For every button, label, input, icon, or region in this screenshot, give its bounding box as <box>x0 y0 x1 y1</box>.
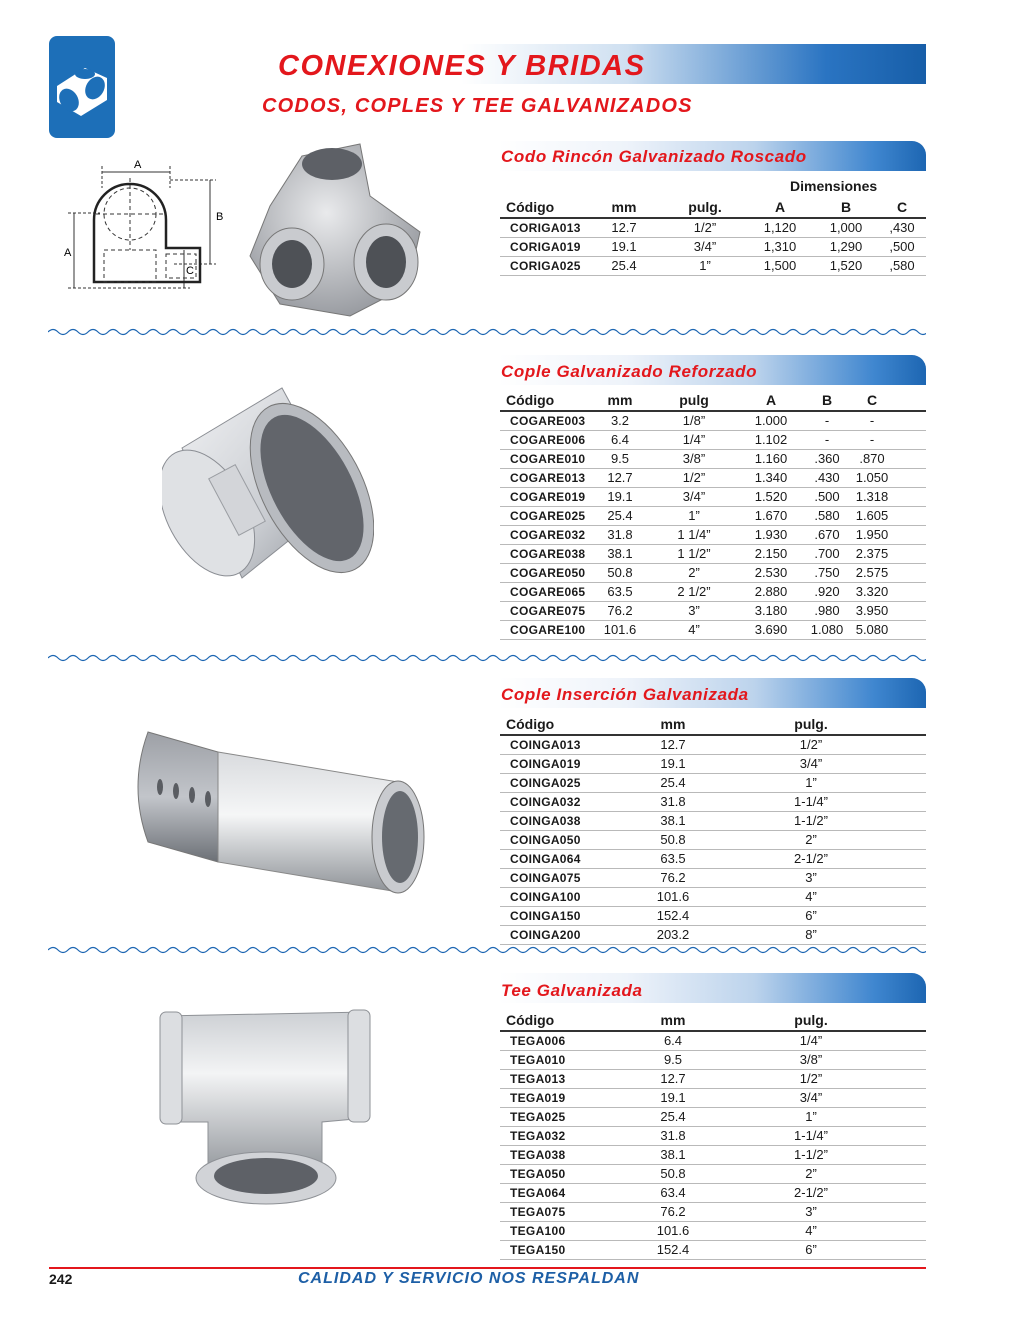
column-header: mm <box>588 389 652 411</box>
table-row <box>500 735 926 755</box>
column-header: Código <box>500 196 584 218</box>
table-cell: 1/2” <box>664 218 746 238</box>
table-cell: 1” <box>652 507 736 526</box>
table-cell: 50.8 <box>588 831 758 850</box>
table-cell: 152.4 <box>588 907 758 926</box>
product-code: COINGA100 <box>500 888 588 907</box>
table-cell: 12.7 <box>588 469 652 488</box>
product-code: COINGA025 <box>500 774 588 793</box>
table-cell: 1/2” <box>758 1070 864 1089</box>
table-cell: 38.1 <box>588 812 758 831</box>
tee-fitting-photo <box>152 1006 378 1210</box>
table-cell: 2-1/2” <box>758 850 864 869</box>
table-cell: 1/2” <box>758 735 864 755</box>
product-code: COINGA013 <box>500 735 588 755</box>
table-cell: .670 <box>806 526 848 545</box>
product-code: COGARE010 <box>500 450 588 469</box>
table-cell: 25.4 <box>584 257 664 276</box>
brand-logo <box>49 36 115 138</box>
table-cell: .920 <box>806 583 848 602</box>
table-cell: 3.950 <box>848 602 896 621</box>
table-row <box>500 1241 926 1260</box>
table-cell: 4” <box>652 621 736 640</box>
table-row <box>500 869 926 888</box>
table-cell: 9.5 <box>588 450 652 469</box>
product-code: COINGA150 <box>500 907 588 926</box>
table-cell: - <box>806 431 848 450</box>
table-cell: 1,120 <box>746 218 814 238</box>
group-header: Dimensiones <box>790 177 878 194</box>
product-code: TEGA032 <box>500 1127 588 1146</box>
wave-divider <box>48 653 926 663</box>
table-cell: 38.1 <box>588 545 652 564</box>
table-cell: 2.880 <box>736 583 806 602</box>
table-row <box>500 488 926 507</box>
table-cell: 203.2 <box>588 926 758 945</box>
cople-insercion-table <box>500 713 926 945</box>
table-cell: - <box>848 431 896 450</box>
column-header: Código <box>500 713 588 735</box>
table-cell: 2” <box>652 564 736 583</box>
page-title: CONEXIONES Y BRIDAS <box>278 50 646 82</box>
table-row <box>500 812 926 831</box>
section-title-cople-reforzado: Cople Galvanizado Reforzado <box>501 362 758 381</box>
column-header: C <box>878 196 926 218</box>
table-cell: 3.2 <box>588 411 652 431</box>
table-row <box>500 602 926 621</box>
table-row <box>500 774 926 793</box>
table-row <box>500 526 926 545</box>
table-cell: ,580 <box>878 257 926 276</box>
product-code: TEGA010 <box>500 1051 588 1070</box>
table-cell: 3” <box>758 1203 864 1222</box>
table-row <box>500 431 926 450</box>
column-header: A <box>736 389 806 411</box>
table-row <box>500 755 926 774</box>
product-code: TEGA100 <box>500 1222 588 1241</box>
dim-label-b: B <box>216 211 224 223</box>
table-row <box>500 793 926 812</box>
product-code: COGARE075 <box>500 602 588 621</box>
table-cell: 1 1/2” <box>652 545 736 564</box>
column-header: mm <box>588 713 758 735</box>
column-header: pulg. <box>664 196 746 218</box>
table-row <box>500 450 926 469</box>
table-cell: 76.2 <box>588 602 652 621</box>
product-code: COGARE003 <box>500 411 588 431</box>
table-cell: 1.080 <box>806 621 848 640</box>
product-code: COINGA038 <box>500 812 588 831</box>
table-cell: 25.4 <box>588 1108 758 1127</box>
product-code: TEGA038 <box>500 1146 588 1165</box>
table-cell: 25.4 <box>588 774 758 793</box>
table-row <box>500 257 926 276</box>
dim-label-c: C <box>186 265 194 277</box>
table-cell: 2” <box>758 1165 864 1184</box>
product-code: COGARE013 <box>500 469 588 488</box>
table-cell: 76.2 <box>588 1203 758 1222</box>
table-cell: 3/4” <box>758 1089 864 1108</box>
product-code: COINGA050 <box>500 831 588 850</box>
table-cell: 19.1 <box>588 755 758 774</box>
table-row <box>500 926 926 945</box>
product-code: COGARE025 <box>500 507 588 526</box>
wave-divider <box>48 945 926 955</box>
column-header: mm <box>584 196 664 218</box>
section-title-codo-rincon: Codo Rincón Galvanizado Roscado <box>501 147 807 166</box>
product-code: COINGA064 <box>500 850 588 869</box>
corner-elbow-photo <box>240 136 436 322</box>
table-cell: 1-1/4” <box>758 793 864 812</box>
table-cell: - <box>806 411 848 431</box>
table-cell: 3” <box>652 602 736 621</box>
table-row <box>500 850 926 869</box>
product-code: COINGA019 <box>500 755 588 774</box>
wave-divider <box>48 327 926 337</box>
codo-rincon-table <box>500 175 926 276</box>
table-cell: 1/4” <box>652 431 736 450</box>
table-cell: 1.318 <box>848 488 896 507</box>
table-cell: 8” <box>758 926 864 945</box>
table-row <box>500 888 926 907</box>
table-cell: 2-1/2” <box>758 1184 864 1203</box>
dim-label-a-side: A <box>64 247 72 259</box>
product-code: TEGA019 <box>500 1089 588 1108</box>
table-row <box>500 1146 926 1165</box>
table-cell: 1.605 <box>848 507 896 526</box>
table-cell: 4” <box>758 1222 864 1241</box>
table-row <box>500 1070 926 1089</box>
table-cell: 63.5 <box>588 850 758 869</box>
table-cell: 1.000 <box>736 411 806 431</box>
table-row <box>500 583 926 602</box>
product-code: TEGA075 <box>500 1203 588 1222</box>
table-row <box>500 1184 926 1203</box>
table-cell: 3” <box>758 869 864 888</box>
table-row <box>500 907 926 926</box>
column-header: A <box>746 196 814 218</box>
table-cell: 31.8 <box>588 526 652 545</box>
table-cell: 50.8 <box>588 564 652 583</box>
table-cell: 3.690 <box>736 621 806 640</box>
table-cell: 12.7 <box>584 218 664 238</box>
product-code: COGARE019 <box>500 488 588 507</box>
table-row <box>500 218 926 238</box>
product-code: COINGA200 <box>500 926 588 945</box>
table-cell: 25.4 <box>588 507 652 526</box>
table-cell: 50.8 <box>588 1165 758 1184</box>
table-cell: 19.1 <box>588 1089 758 1108</box>
table-cell: 31.8 <box>588 793 758 812</box>
table-cell: 6.4 <box>588 431 652 450</box>
table-cell: 1,290 <box>814 238 878 257</box>
product-code: TEGA013 <box>500 1070 588 1089</box>
column-header: pulg. <box>758 713 864 735</box>
table-cell: .430 <box>806 469 848 488</box>
table-cell: 1.930 <box>736 526 806 545</box>
table-cell: 38.1 <box>588 1146 758 1165</box>
product-code: TEGA050 <box>500 1165 588 1184</box>
table-cell: 1,520 <box>814 257 878 276</box>
column-header: C <box>848 389 896 411</box>
column-header: B <box>814 196 878 218</box>
table-cell: 5.080 <box>848 621 896 640</box>
product-code: COGARE038 <box>500 545 588 564</box>
table-cell: 1,310 <box>746 238 814 257</box>
table-cell: 3/4” <box>664 238 746 257</box>
table-cell: 6.4 <box>588 1031 758 1051</box>
table-cell: .870 <box>848 450 896 469</box>
column-header: mm <box>588 1009 758 1031</box>
table-cell: .750 <box>806 564 848 583</box>
elbow-dimension-diagram <box>60 158 238 300</box>
table-cell: 1/8” <box>652 411 736 431</box>
table-cell: 1-1/2” <box>758 1146 864 1165</box>
dim-label-a-top: A <box>134 159 142 171</box>
table-cell: 63.4 <box>588 1184 758 1203</box>
table-cell: 1.102 <box>736 431 806 450</box>
table-cell: 2.150 <box>736 545 806 564</box>
table-row <box>500 545 926 564</box>
product-code: TEGA150 <box>500 1241 588 1260</box>
table-cell: 1 1/4” <box>652 526 736 545</box>
table-row <box>500 564 926 583</box>
table-cell: 1,500 <box>746 257 814 276</box>
table-row <box>500 1089 926 1108</box>
table-cell: 6” <box>758 1241 864 1260</box>
table-row <box>500 1108 926 1127</box>
table-cell: 1” <box>758 1108 864 1127</box>
table-cell: 101.6 <box>588 621 652 640</box>
insert-coupling-photo <box>118 712 446 898</box>
table-cell: 3.320 <box>848 583 896 602</box>
table-row <box>500 621 926 640</box>
table-cell: 1.160 <box>736 450 806 469</box>
table-cell: 1.050 <box>848 469 896 488</box>
reinforced-coupling-photo <box>162 378 374 606</box>
table-cell: .580 <box>806 507 848 526</box>
table-row <box>500 1051 926 1070</box>
table-row <box>500 469 926 488</box>
table-cell: 1-1/4” <box>758 1127 864 1146</box>
table-cell: 1-1/2” <box>758 812 864 831</box>
pipe-elbow-icon <box>49 36 115 138</box>
table-cell: 9.5 <box>588 1051 758 1070</box>
table-row <box>500 1127 926 1146</box>
table-cell: 1.670 <box>736 507 806 526</box>
column-header: pulg <box>652 389 736 411</box>
table-cell: 101.6 <box>588 888 758 907</box>
table-cell: 2” <box>758 831 864 850</box>
table-cell: 1,000 <box>814 218 878 238</box>
table-cell: 3.180 <box>736 602 806 621</box>
table-cell: .360 <box>806 450 848 469</box>
table-cell: 2.575 <box>848 564 896 583</box>
table-cell: 2 1/2” <box>652 583 736 602</box>
product-code: COGARE050 <box>500 564 588 583</box>
table-cell: 1” <box>664 257 746 276</box>
table-cell: 3/4” <box>652 488 736 507</box>
product-code: COGARE065 <box>500 583 588 602</box>
column-header: pulg. <box>758 1009 864 1031</box>
page-number: 242 <box>49 1271 73 1287</box>
table-cell: 4” <box>758 888 864 907</box>
table-cell: .980 <box>806 602 848 621</box>
table-cell: 1.950 <box>848 526 896 545</box>
table-cell: 3/4” <box>758 755 864 774</box>
cople-reforzado-table <box>500 389 926 640</box>
table-row <box>500 1165 926 1184</box>
product-code: COGARE100 <box>500 621 588 640</box>
table-cell: 76.2 <box>588 869 758 888</box>
table-cell: 1.340 <box>736 469 806 488</box>
table-cell: 2.375 <box>848 545 896 564</box>
table-cell: 3/8” <box>758 1051 864 1070</box>
product-code: CORIGA013 <box>500 218 584 238</box>
table-cell: 63.5 <box>588 583 652 602</box>
table-cell: 12.7 <box>588 735 758 755</box>
page-subtitle: CODOS, COPLES Y TEE GALVANIZADOS <box>262 95 693 117</box>
footer-slogan: CALIDAD Y SERVICIO NOS RESPALDAN <box>298 1270 640 1287</box>
table-row <box>500 1031 926 1051</box>
table-row <box>500 1203 926 1222</box>
table-cell: 152.4 <box>588 1241 758 1260</box>
table-row <box>500 1222 926 1241</box>
column-header: Código <box>500 1009 588 1031</box>
product-code: TEGA064 <box>500 1184 588 1203</box>
table-row <box>500 507 926 526</box>
column-header: B <box>806 389 848 411</box>
table-row <box>500 238 926 257</box>
product-code: TEGA006 <box>500 1031 588 1051</box>
product-code: COGARE032 <box>500 526 588 545</box>
table-row <box>500 831 926 850</box>
table-cell: 1/4” <box>758 1031 864 1051</box>
table-cell: 31.8 <box>588 1127 758 1146</box>
table-cell: ,430 <box>878 218 926 238</box>
table-cell: 12.7 <box>588 1070 758 1089</box>
table-cell: .700 <box>806 545 848 564</box>
product-code: CORIGA019 <box>500 238 584 257</box>
table-cell: 19.1 <box>588 488 652 507</box>
product-code: COINGA075 <box>500 869 588 888</box>
table-cell: ,500 <box>878 238 926 257</box>
table-cell: 101.6 <box>588 1222 758 1241</box>
table-cell: 1” <box>758 774 864 793</box>
table-cell: 2.530 <box>736 564 806 583</box>
product-code: COGARE006 <box>500 431 588 450</box>
table-cell: 1.520 <box>736 488 806 507</box>
product-code: COINGA032 <box>500 793 588 812</box>
product-code: CORIGA025 <box>500 257 584 276</box>
table-cell: .500 <box>806 488 848 507</box>
table-cell: 3/8” <box>652 450 736 469</box>
section-title-tee: Tee Galvanizada <box>501 981 643 1000</box>
table-cell: 1/2” <box>652 469 736 488</box>
footer-rule <box>49 1267 926 1269</box>
tee-table <box>500 1009 926 1260</box>
column-header: Código <box>500 389 588 411</box>
table-row <box>500 411 926 431</box>
table-cell: 6” <box>758 907 864 926</box>
product-code: TEGA025 <box>500 1108 588 1127</box>
section-title-cople-insercion: Cople Inserción Galvanizada <box>501 685 749 704</box>
table-cell: - <box>848 411 896 431</box>
table-cell: 19.1 <box>584 238 664 257</box>
